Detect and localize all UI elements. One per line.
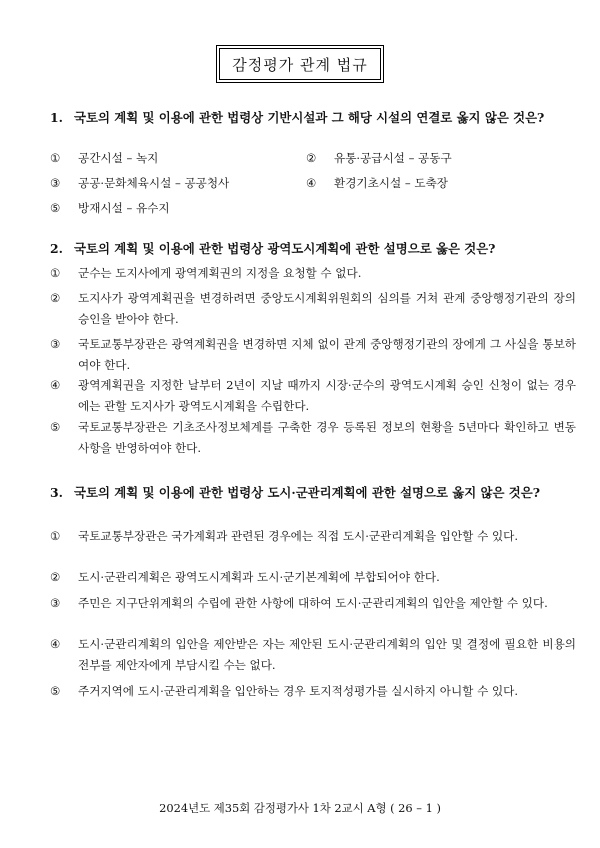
option-text: 광역계획권을 지정한 날부터 2년이 지날 때까지 시장·군수의 광역도시계획 승인 신청이 없는 경우에는 관할 도지사가 광역도시계획을 수립한다. <box>78 378 576 413</box>
option-mark: ① <box>50 151 61 165</box>
option-mark: ① <box>50 529 61 543</box>
option-3-3[interactable] <box>50 593 576 614</box>
option-text: 주민은 지구단위계획의 수립에 관한 사항에 대하여 도시·군관리계획의 입안을 제안할 수 있다. <box>78 596 548 610</box>
option-mark: ⑤ <box>50 201 61 215</box>
option-text: 도시·군관리계획은 광역도시계획과 도시·군기본계획에 부합되어야 한다. <box>78 570 440 584</box>
question-1 <box>50 107 574 129</box>
option-2-5[interactable] <box>50 417 576 459</box>
option-mark: ③ <box>50 337 61 351</box>
option-text: 도지사가 광역계획권을 변경하려면 중앙도시계획위원회의 심의를 거쳐 관계 중앙행정기관의 장의 승인을 받아야 한다. <box>78 291 576 326</box>
option-3-2[interactable] <box>50 567 576 588</box>
option-text: 방재시설 – 유수지 <box>78 201 170 215</box>
option-mark: ② <box>50 291 61 305</box>
question-number: 1. <box>50 110 63 125</box>
question-2 <box>50 238 574 260</box>
question-3 <box>50 482 574 504</box>
option-2-2[interactable] <box>50 288 576 330</box>
question-number: 3. <box>50 485 63 500</box>
question-number: 2. <box>50 241 63 256</box>
page-footer: 2024년도 제35회 감정평가사 1차 2교시 A형 ( 26 – 1 ) <box>159 801 441 815</box>
option-1-3[interactable] <box>50 173 229 194</box>
question-text: 국토의 계획 및 이용에 관한 법령상 광역도시계획에 관한 설명으로 옳은 것은? <box>74 241 496 256</box>
option-text: 주거지역에 도시·군관리계획을 입안하는 경우 토지적성평가를 실시하지 아니할 수 있다. <box>78 684 519 698</box>
option-mark: ③ <box>50 176 61 190</box>
option-mark: ⑤ <box>50 420 61 434</box>
option-mark: ④ <box>50 378 61 392</box>
option-text: 공간시설 – 녹지 <box>78 151 159 165</box>
option-mark: ② <box>306 151 317 165</box>
option-1-1[interactable] <box>50 148 158 169</box>
option-text: 국토교통부장관은 광역계획권을 변경하면 지체 없이 관계 중앙행정기관의 장에게 그 사실을 통보하여야 한다. <box>78 337 576 372</box>
question-text: 국토의 계획 및 이용에 관한 법령상 도시·군관리계획에 관한 설명으로 옳지 않은 것은? <box>74 485 540 500</box>
option-2-4[interactable] <box>50 375 576 417</box>
option-3-5[interactable] <box>50 681 576 702</box>
option-text: 환경기초시설 – 도축장 <box>334 176 448 190</box>
option-mark: ① <box>50 266 61 280</box>
option-text: 국토교통부장관은 국가계획과 관련된 경우에는 직접 도시·군관리계획을 입안할 수 있다. <box>78 529 519 543</box>
option-1-2[interactable] <box>306 148 452 169</box>
option-text: 유통·공급시설 – 공동구 <box>334 151 452 165</box>
option-text: 군수는 도지사에게 광역계획권의 지정을 요청할 수 없다. <box>78 266 362 280</box>
question-text: 국토의 계획 및 이용에 관한 법령상 기반시설과 그 해당 시설의 연결로 옳지 않은 것은? <box>74 110 545 125</box>
option-text: 공공·문화체육시설 – 공공청사 <box>78 176 230 190</box>
option-1-5[interactable] <box>50 198 170 219</box>
option-2-1[interactable] <box>50 263 576 284</box>
option-mark: ④ <box>50 637 61 651</box>
option-2-3[interactable] <box>50 334 576 376</box>
option-1-4[interactable] <box>306 173 448 194</box>
page-title: 감정평가 관계 법규 <box>219 48 381 80</box>
option-mark: ② <box>50 570 61 584</box>
option-text: 도시·군관리계획의 입안을 제안받은 자는 제안된 도시·군관리계획의 입안 및 결정에 필요한 비용의 전부를 제안자에게 부담시킬 수는 없다. <box>78 637 576 672</box>
option-mark: ⑤ <box>50 684 61 698</box>
option-3-4[interactable] <box>50 634 576 676</box>
option-mark: ④ <box>306 176 317 190</box>
option-text: 국토교통부장관은 기초조사정보체계를 구축한 경우 등록된 정보의 현황을 5년마다 확인하고 변동사항을 반영하여야 한다. <box>78 420 576 455</box>
option-mark: ③ <box>50 596 61 610</box>
option-3-1[interactable] <box>50 526 576 547</box>
